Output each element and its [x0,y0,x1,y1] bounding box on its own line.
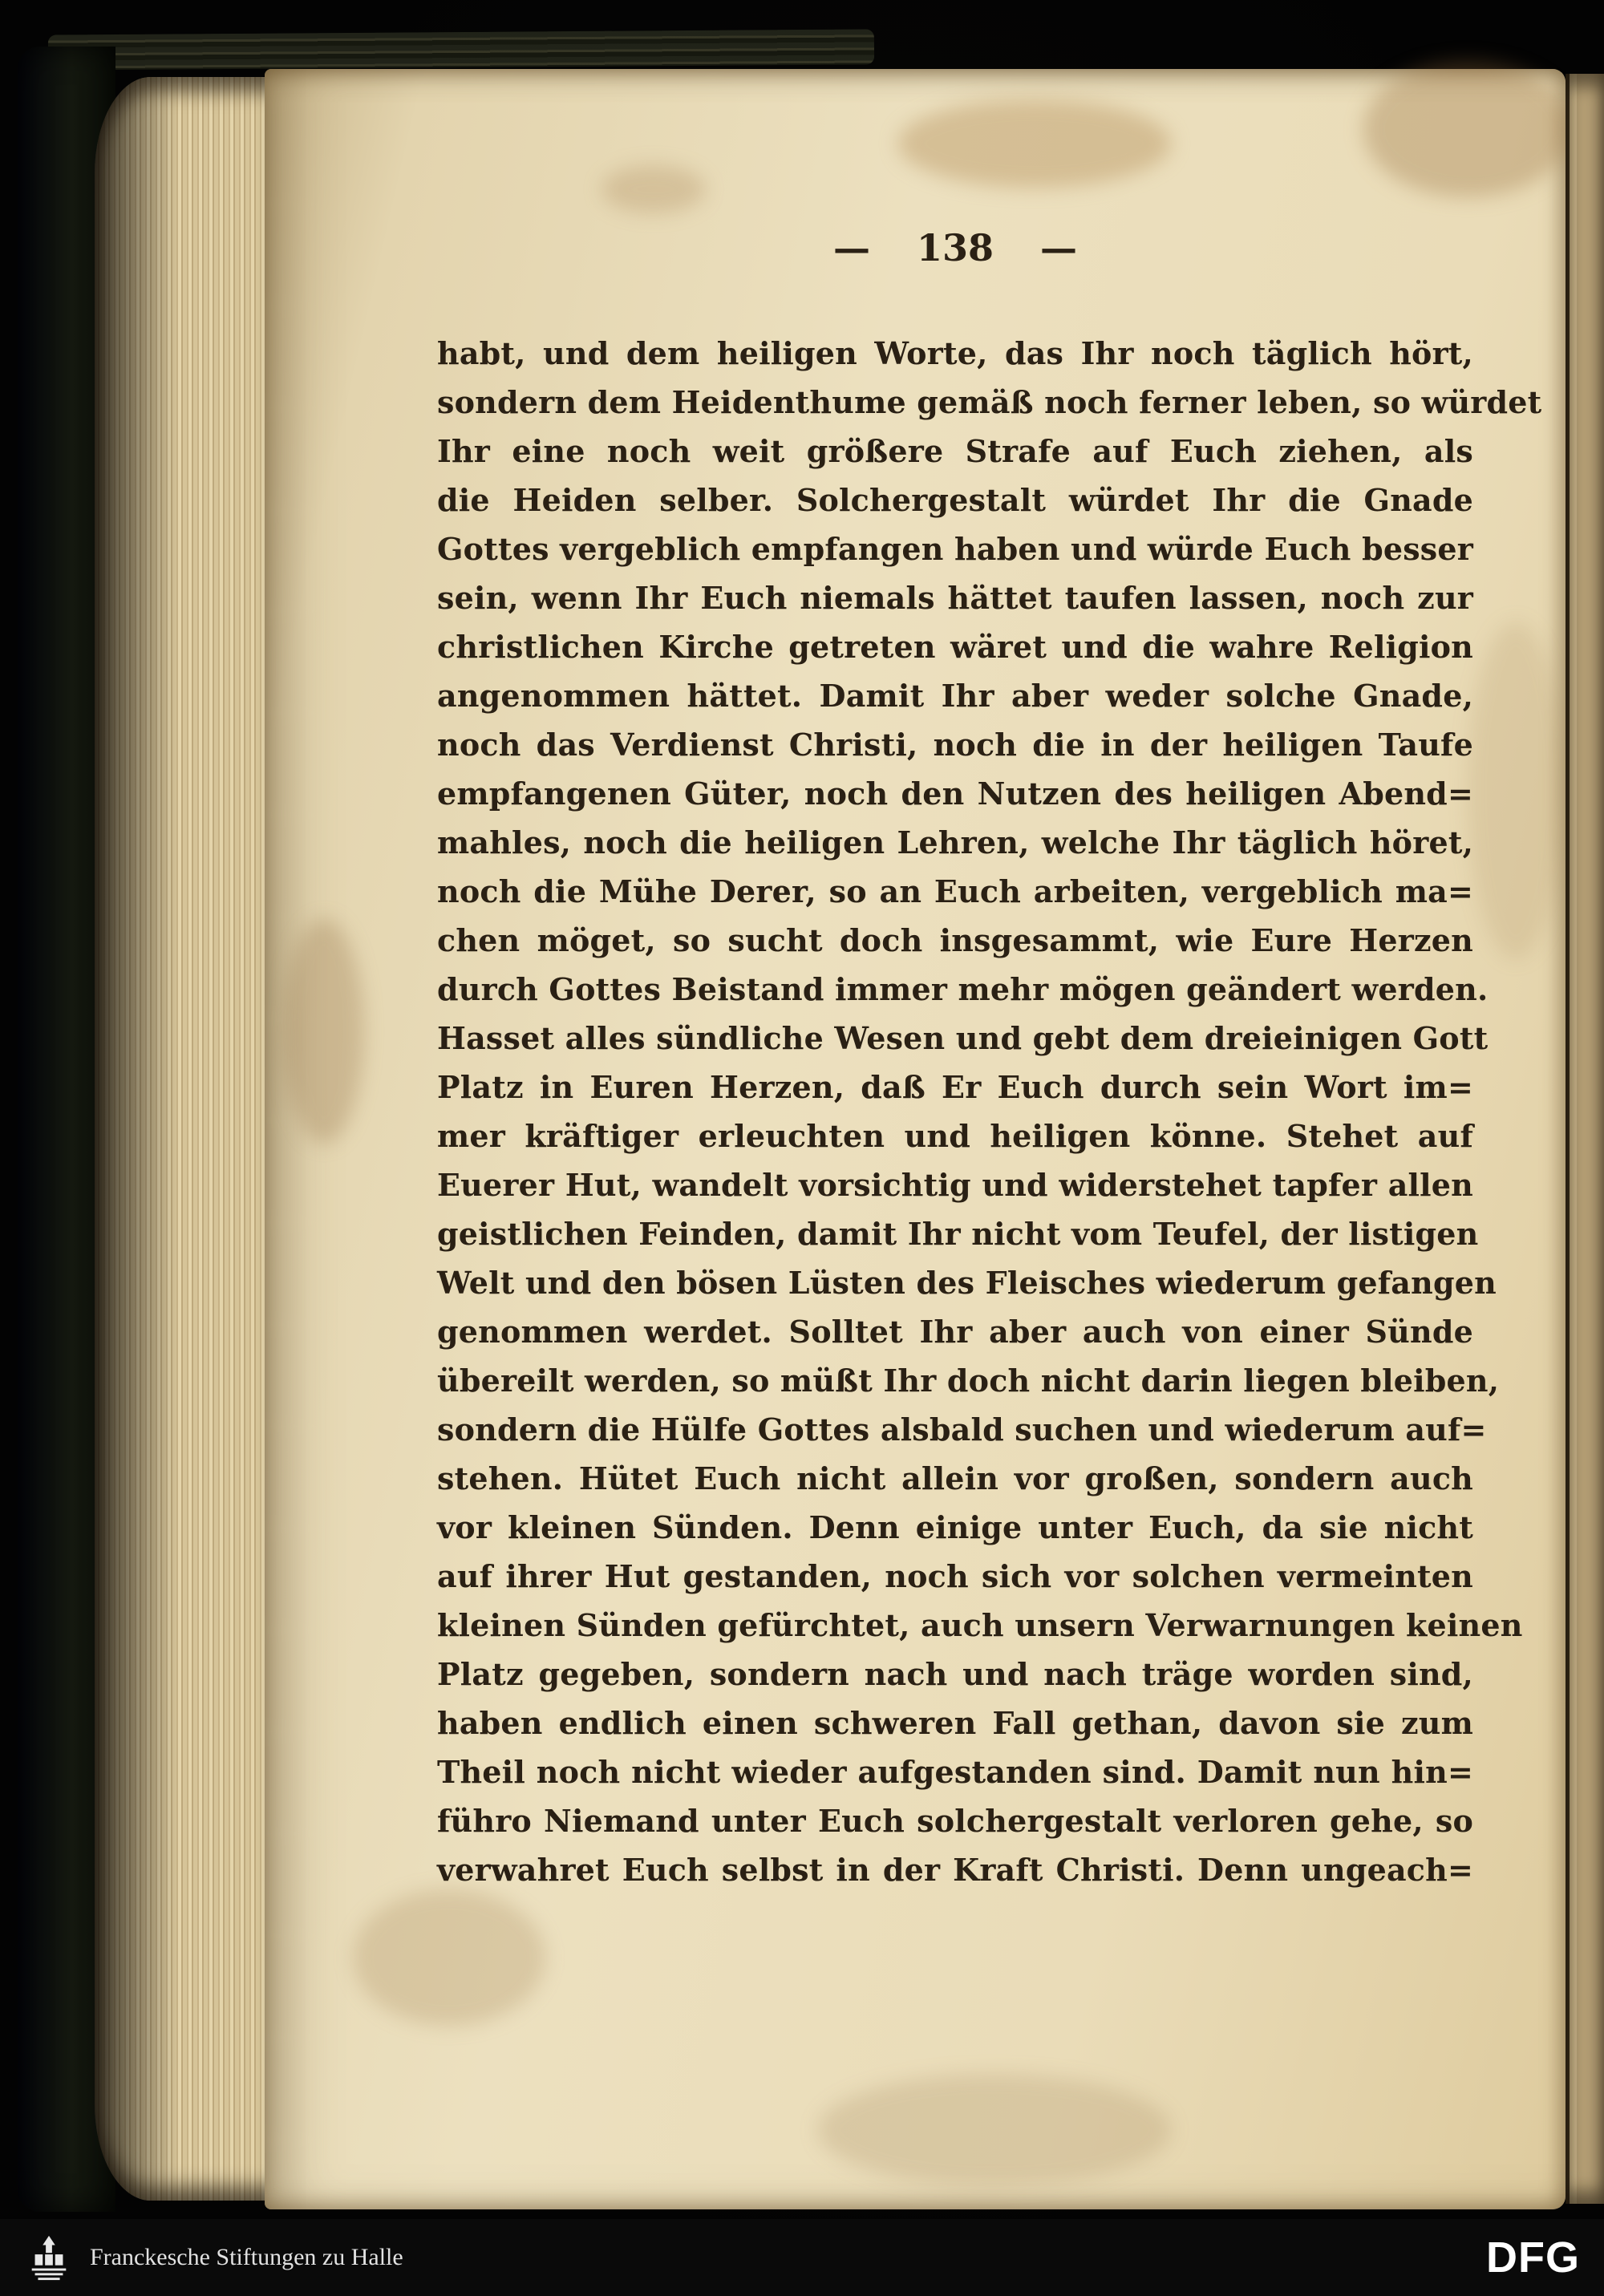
age-stain [353,1889,545,2026]
text-line: Euerer Hut, wandelt vorsichtig und widerstehet tapfer allen [437,1167,1473,1203]
franckesche-stiftungen-logo-icon [24,2233,74,2282]
text-line: durch Gottes Beistand immer mehr mögen geändert werden. [437,971,1489,1007]
page-number-dash-left: — [832,226,870,269]
text-line: sein, wenn Ihr Euch niemals hättet taufen lassen, noch zur [437,580,1473,616]
age-stain [1468,622,1564,959]
text-line: stehen. Hütet Euch nicht allein vor großen, sondern auch [437,1460,1473,1496]
page-number [437,226,1473,269]
text-line: Hasset alles sündliche Wesen und gebt dem dreieinigen Gott [437,1020,1489,1056]
text-line: mahles, noch die heiligen Lehren, welche Ihr täglich höret, [437,824,1473,860]
text-line: übereilt werden, so müßt Ihr doch nicht darin liegen bleiben, [437,1363,1500,1399]
page-number-dash-right: — [1040,226,1078,269]
footer-left-group [24,2233,403,2282]
page-text-block [437,329,1542,1894]
text-line: Gottes vergeblich empfangen haben und würde Euch besser [437,531,1473,567]
institution-label: Franckesche Stiftungen zu Halle [90,2244,403,2270]
text-line: vor kleinen Sünden. Denn einige unter Euch, da sie nicht [437,1509,1473,1545]
footer-bar [0,2219,1604,2296]
text-line: angenommen hättet. Damit Ihr aber weder solche Gnade, [437,678,1473,714]
text-line: noch die Mühe Derer, so an Euch arbeiten, vergeblich ma= [437,873,1473,909]
text-line: chen möget, so sucht doch insgesammt, wie Eure Herzen [437,922,1473,958]
book-page [265,69,1566,2209]
text-line: die Heiden selber. Solchergestalt würdet Ihr die Gnade [437,482,1473,518]
text-line: haben endlich einen schweren Fall gethan, davon sie zum [437,1705,1473,1741]
age-stain [602,165,706,213]
adjacent-page-edge [1566,74,1604,2204]
page-number-value: 138 [916,226,994,269]
text-line: Platz gegeben, sondern nach und nach träge worden sind, [437,1656,1473,1692]
text-line: Welt und den bösen Lüsten des Fleisches wiederum gefangen [437,1265,1497,1301]
age-stain [284,919,364,1144]
text-line: mer kräftiger erleuchten und heiligen könne. Stehet auf [437,1118,1473,1154]
text-line: führo Niemand unter Euch solchergestalt verloren gehe, so [437,1803,1473,1839]
text-line: genommen werdet. Solltet Ihr aber auch von einer Sünde [437,1314,1473,1350]
text-line: kleinen Sünden gefürchtet, auch unsern Verwarnungen keinen [437,1607,1523,1643]
text-line: auf ihrer Hut gestanden, noch sich vor solchen vermeinten [437,1558,1473,1594]
page-stack-edges [95,77,281,2201]
text-line: sondern die Hülfe Gottes alsbald suchen und wiederum auf= [437,1411,1487,1448]
text-line: habt, und dem heiligen Worte, das Ihr noch täglich hört, [437,335,1473,371]
book-cover-top-edge [48,29,874,70]
text-line: Ihr eine noch weit größere Strafe auf Euch ziehen, als [437,433,1473,469]
text-line: Platz in Euren Herzen, daß Er Euch durch sein Wort im= [437,1069,1473,1105]
text-line: verwahret Euch selbst in der Kraft Christi. Denn ungeach= [437,1852,1473,1888]
age-stain [898,99,1171,188]
text-line: sondern dem Heidenthume gemäß noch ferner leben, so würdet [437,384,1542,420]
text-line: christlichen Kirche getreten wäret und die wahre Religion [437,629,1473,665]
text-line: Theil noch nicht wieder aufgestanden sind. Damit nun hin= [437,1754,1473,1790]
age-stain [1363,61,1572,197]
text-line: noch das Verdienst Christi, noch die in der heiligen Taufe [437,727,1473,763]
text-line: geistlichen Feinden, damit Ihr nicht vom Teufel, der listigen [437,1216,1479,1252]
age-stain [818,2074,1171,2186]
dfg-logo: DFG [1486,2233,1580,2282]
text-line: empfangenen Güter, noch den Nutzen des heiligen Abend= [437,775,1473,812]
